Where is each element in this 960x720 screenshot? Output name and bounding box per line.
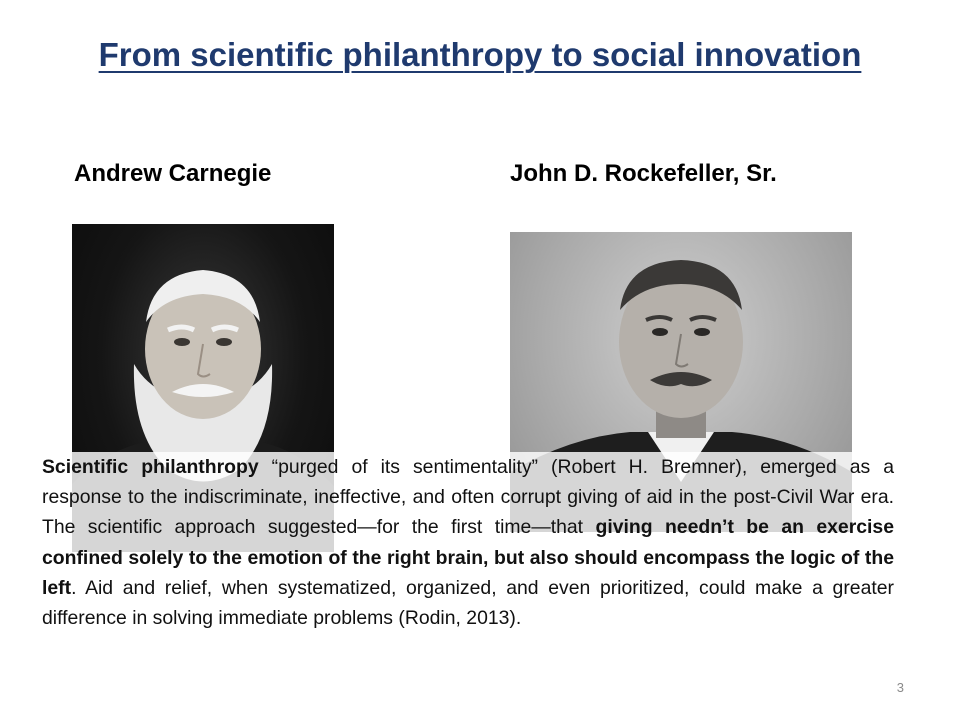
paragraph-text-2: . Aid and relief, when systematized, organized, and even prioritized, could make a greater difference in solving immediate problems (Rodin, 2013). (42, 576, 894, 630)
body-paragraph (42, 452, 894, 633)
slide-title: From scientific philanthropy to social innovation (98, 36, 862, 73)
name-carnegie: Andrew Carnegie (74, 160, 272, 187)
paragraph-bold-statement: giving needn’t be an exercise confined solely to the emotion of the right brain, but also should encompass the logic of the left (42, 516, 894, 599)
name-rockefeller: John D. Rockefeller, Sr. (510, 160, 777, 187)
page-number: 3 (896, 680, 904, 695)
paragraph-text-1: “purged of its sentimentality” (Robert H. Bremner), emerged as a response to the indiscriminate, ineffective, and often corrupt giving of aid in the post-Civil War era. The scientific approach suggested—for the first time—that (42, 456, 894, 539)
paragraph-bold-term: Scientific philanthropy (42, 456, 259, 478)
